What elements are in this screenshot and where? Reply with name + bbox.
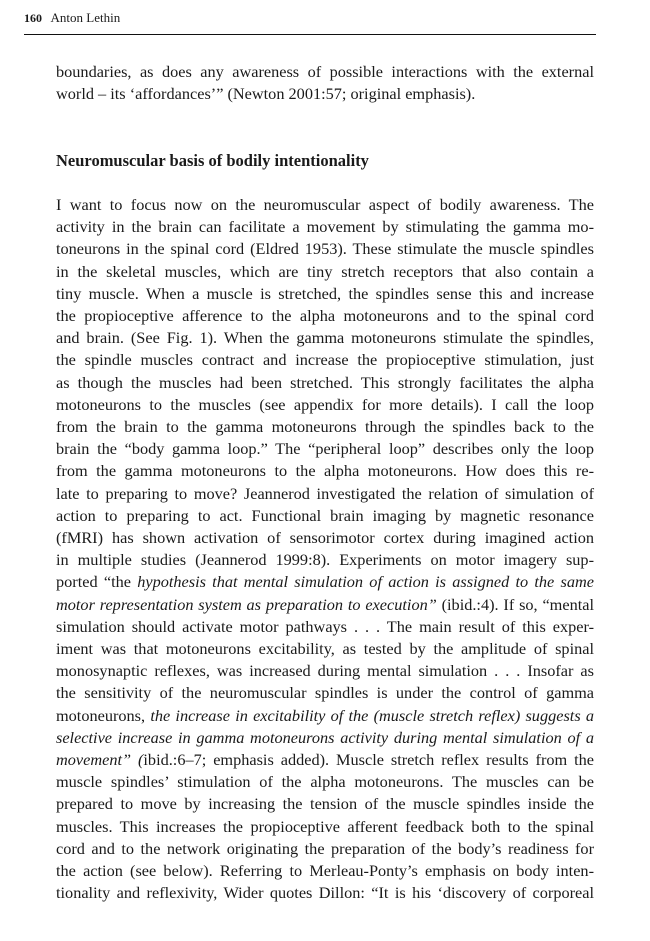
- page-number: 160: [24, 11, 42, 25]
- paragraph-line: [56, 838, 594, 860]
- paragraph-line: [56, 527, 594, 549]
- section-heading: Neuromuscular basis of bodily intentionality: [56, 151, 369, 170]
- paragraph-line: [56, 194, 594, 216]
- text-run: from the gamma motoneurons to the alpha motoneurons. How does this re-: [56, 461, 594, 481]
- text-run: brain the “body gamma loop.” The “peripheral loop” describes only the loop: [56, 439, 594, 459]
- text-run: activity in the brain can facilitate a movement by stimulating the gamma mo-: [56, 217, 594, 237]
- text-run: tionality and reflexivity, Wider quotes Dillon: “It is his ‘discovery of corporeal: [56, 883, 594, 903]
- text-run: I want to focus now on the neuromuscular aspect of bodily awareness. The: [56, 195, 594, 214]
- text-run: the propioceptive afference to the alpha motoneurons and to the spinal cord: [56, 306, 594, 325]
- text-run: toneurons in the spinal cord (Eldred 1953). These stimulate the muscle spindles: [56, 239, 594, 259]
- italic-text: hypothesis that mental simulation of action is assigned to the same: [137, 572, 594, 592]
- text-run: from the brain to the gamma motoneurons through the spindles back to the: [56, 417, 594, 436]
- paragraph-line: [56, 283, 594, 305]
- paragraph-line-intro: [56, 61, 594, 83]
- paragraph-line: [56, 372, 594, 394]
- text-run: muscles. This increases the propioceptive afferent feedback both to the spinal: [56, 816, 594, 836]
- text-run: (fMRI) has shown activation of sensorimotor cortex during imagined action: [56, 528, 594, 547]
- paragraph-line: [56, 216, 594, 238]
- text-run: monosynaptic reflexes, was increased during mental simulation . . . Insofar as: [56, 661, 594, 681]
- paragraph-line: [56, 238, 594, 260]
- header-rule: [24, 34, 596, 35]
- italic-text: selective increase in gamma motoneurons activity during mental simulation of a: [56, 727, 594, 747]
- paragraph-line: [56, 327, 594, 349]
- paragraph-line: [56, 660, 594, 682]
- text-run: iment was that motoneurons excitability, as tested by the amplitude of spinal: [56, 639, 594, 658]
- paragraph-line: [56, 816, 594, 838]
- text-run: as though the muscles had been stretched. This strongly facilitates the alpha: [56, 372, 594, 392]
- text-run: and brain. (See Fig. 1). When the gamma motoneurons stimulate the spindles,: [56, 328, 594, 348]
- text-run: the spindle muscles contract and increase the propioceptive stimulation, just: [56, 350, 594, 370]
- italic-text: movement” (: [56, 750, 144, 769]
- paragraph-line: [56, 305, 594, 327]
- text-run: world – its ‘affordances’” (Newton 2001:57; original emphasis).: [56, 84, 476, 103]
- text-run: (ibid.:4). If so, “mental: [436, 594, 594, 614]
- italic-text: motor representation system as preparation to execution”: [56, 594, 437, 614]
- paragraph-line: [56, 460, 594, 482]
- paragraph-line: [56, 394, 594, 416]
- text-run: muscle spindles’ stimulation of the alpha motoneurons. The muscles can be: [56, 772, 594, 792]
- text-run: ibid.:6–7; emphasis added). Muscle stretch reflex results from the: [143, 750, 594, 769]
- text-run: cord and to the network originating the preparation of the body’s readiness for: [56, 838, 594, 858]
- text-run: ported “the: [56, 572, 138, 592]
- paragraph-line: [56, 860, 594, 882]
- text-run: motoneurons,: [56, 705, 151, 725]
- text-run: simulation should activate motor pathways . . . The main result of this exper-: [56, 616, 594, 636]
- paragraph-line: [56, 349, 594, 371]
- text-run: prepared to move by increasing the tension of the muscle spindles inside the: [56, 794, 594, 814]
- text-run: the sensitivity of the neuromuscular spindles is under the control of gamma: [56, 683, 594, 703]
- text-run: action to preparing to act. Functional brain imaging by magnetic resonance: [56, 505, 594, 525]
- paragraph-line: [56, 438, 594, 460]
- paragraph-line-intro: [56, 83, 594, 105]
- paragraph-line: [56, 882, 594, 904]
- running-head-author: Anton Lethin: [50, 10, 121, 25]
- text-run: in the skeletal muscles, which are tiny stretch receptors that also contain a: [56, 261, 594, 281]
- paragraph-line: [56, 416, 594, 438]
- text-run: late to preparing to move? Jeannerod investigated the relation of simulation of: [56, 483, 594, 503]
- text-run: motoneurons to the muscles (see appendix for more details). I call the loop: [56, 394, 594, 414]
- text-run: tiny muscle. When a muscle is stretched, the spindles sense this and increase: [56, 283, 594, 303]
- paragraph-line: [56, 771, 594, 793]
- text-run: the action (see below). Referring to Merleau-Ponty’s emphasis on body inten-: [56, 861, 594, 880]
- paragraph-line: [56, 571, 594, 593]
- text-run: in multiple studies (Jeannerod 1999:8). Experiments on motor imagery sup-: [56, 550, 594, 570]
- paragraph-line: [56, 793, 594, 815]
- paragraph-line: [56, 705, 594, 727]
- paragraph-line: [56, 505, 594, 527]
- paragraph-line: [56, 638, 594, 660]
- paragraph-line: [56, 261, 594, 283]
- paragraph-line: [56, 749, 594, 771]
- paragraph-line: [56, 594, 594, 616]
- paragraph-line: [56, 549, 594, 571]
- italic-text: the increase in excitability of the (muscle stretch reflex) suggests a: [150, 705, 595, 725]
- paragraph-line: [56, 727, 594, 749]
- text-run: boundaries, as does any awareness of possible interactions with the external: [56, 62, 594, 81]
- paragraph-line: [56, 616, 594, 638]
- paragraph-line: [56, 483, 594, 505]
- paragraph-line: [56, 682, 594, 704]
- running-head: [24, 10, 596, 26]
